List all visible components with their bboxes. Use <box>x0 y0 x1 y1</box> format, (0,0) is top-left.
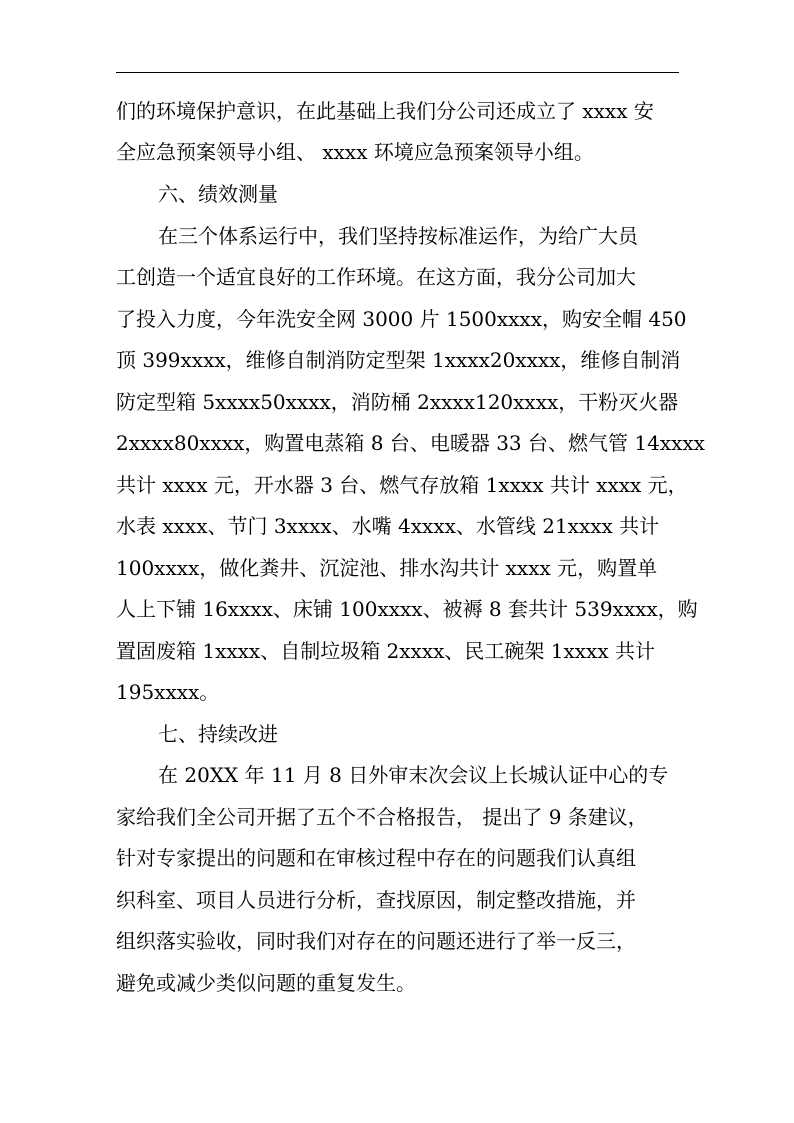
body-text-line: 全应急预案领导小组、 xxxx 环境应急预案领导小组。 <box>116 140 594 164</box>
body-text-line: 组织落实验收，同时我们对存在的问题还进行了举一反三， <box>116 929 636 953</box>
section-heading-performance-measurement: 六、绩效测量 <box>158 182 278 206</box>
body-text-line: 了投入力度，今年洗安全网 3000 片 1500xxxx，购安全帽 450 <box>116 307 687 331</box>
body-text-line: 们的环境保护意识，在此基础上我们分公司还成立了 xxxx 安 <box>116 99 654 123</box>
body-text-line: 针对专家提出的问题和在审核过程中存在的问题我们认真组 <box>116 846 636 870</box>
body-text-line: 2xxxx80xxxx，购置电蒸箱 8 台、电暖器 33 台、燃气管 14xxxx <box>116 431 705 455</box>
body-text-line: 顶 399xxxx，维修自制消防定型架 1xxxx20xxxx，维修自制消 <box>116 348 681 372</box>
header-rule <box>116 72 679 73</box>
body-text-line: 家给我们全公司开据了五个不合格报告， 提出了 9 条建议， <box>116 805 648 829</box>
body-text-line: 置固废箱 1xxxx、自制垃圾箱 2xxxx、民工碗架 1xxxx 共计 <box>116 639 655 663</box>
body-text-line: 在三个体系运行中，我们坚持按标准运作，为给广大员 <box>158 224 638 248</box>
body-text-line: 人上下铺 16xxxx、床铺 100xxxx、被褥 8 套共计 539xxxx，购 <box>116 597 698 621</box>
body-text-line: 织科室、项目人员进行分析，查找原因，制定整改措施，并 <box>116 888 636 912</box>
body-text-line: 195xxxx。 <box>116 680 220 704</box>
body-text-line: 水表 xxxx、节门 3xxxx、水嘴 4xxxx、水管线 21xxxx 共计 <box>116 514 660 538</box>
body-text-line: 避免或减少类似问题的重复发生。 <box>116 971 416 995</box>
body-text-line: 100xxxx，做化粪井、沉淀池、排水沟共计 xxxx 元，购置单 <box>116 556 658 580</box>
body-text-line: 防定型箱 5xxxx50xxxx，消防桶 2xxxx120xxxx，干粉灭火器 <box>116 390 679 414</box>
section-heading-continuous-improvement: 七、持续改进 <box>158 722 278 746</box>
body-text-line: 工创造一个适宜良好的工作环境。在这方面，我分公司加大 <box>116 265 636 289</box>
body-text-line: 共计 xxxx 元，开水器 3 台、燃气存放箱 1xxxx 共计 xxxx 元， <box>116 473 688 497</box>
body-text-line: 在 20XX 年 11 月 8 日外审末次会议上长城认证中心的专 <box>158 763 669 787</box>
